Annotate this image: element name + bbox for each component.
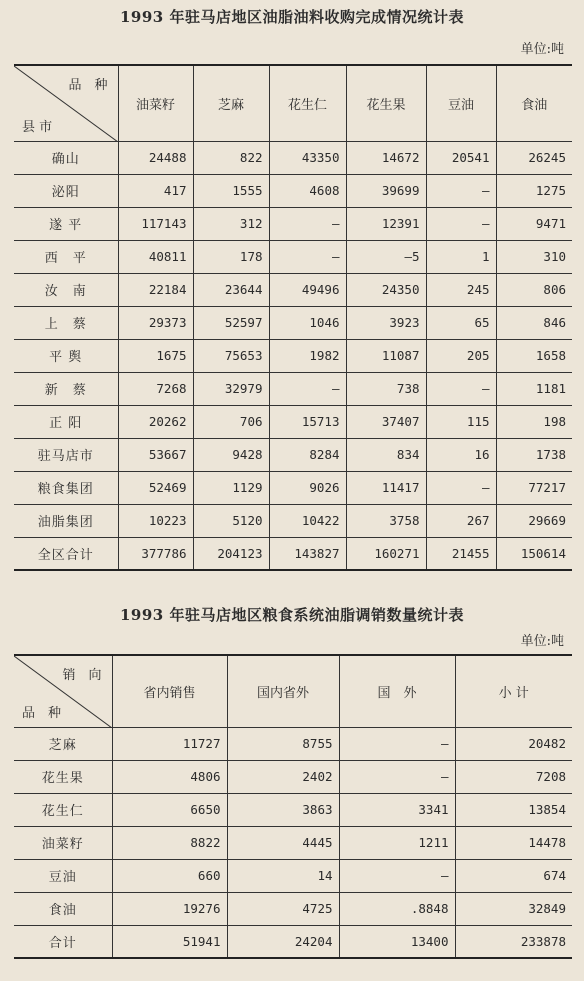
cell-value: 6650	[112, 793, 227, 826]
cell-value: 7208	[455, 760, 572, 793]
cell-value: 3341	[339, 793, 455, 826]
cell-value: 3758	[346, 504, 426, 537]
cell-value: —	[339, 727, 455, 760]
cell-value: 11727	[112, 727, 227, 760]
header-row	[14, 65, 572, 141]
cell-value: 10223	[118, 504, 193, 537]
cell-value: 15713	[269, 405, 346, 438]
cell-value: 29669	[496, 504, 572, 537]
cell-value: 11417	[346, 471, 426, 504]
row-label: 平 舆	[14, 339, 118, 372]
cell-value: 822	[193, 141, 269, 174]
cell-value: 20262	[118, 405, 193, 438]
cell-value: —	[426, 174, 496, 207]
corner-top-label: 销 向	[62, 668, 102, 683]
cell-value: —	[339, 859, 455, 892]
table2	[14, 654, 572, 959]
column-header: 小 计	[455, 655, 572, 727]
table-row	[14, 240, 572, 273]
cell-value: 1129	[193, 471, 269, 504]
table-row	[14, 405, 572, 438]
cell-value: 24488	[118, 141, 193, 174]
column-header: 国内省外	[227, 655, 339, 727]
column-header: 芝麻	[193, 65, 269, 141]
cell-value: 3863	[227, 793, 339, 826]
table-row	[14, 504, 572, 537]
column-header: 国 外	[339, 655, 455, 727]
cell-value: 77217	[496, 471, 572, 504]
cell-value: 52597	[193, 306, 269, 339]
cell-value: 8822	[112, 826, 227, 859]
cell-value: 20482	[455, 727, 572, 760]
cell-value: 9428	[193, 438, 269, 471]
corner-bottom-label: 县 市	[22, 119, 53, 135]
cell-value: 674	[455, 859, 572, 892]
cell-value: 9471	[496, 207, 572, 240]
cell-value: 204123	[193, 537, 269, 570]
cell-value: 806	[496, 273, 572, 306]
table-row	[14, 273, 572, 306]
corner-header	[14, 655, 112, 727]
cell-value: 24350	[346, 273, 426, 306]
row-label: 西 平	[14, 240, 118, 273]
cell-value: 24204	[227, 925, 339, 958]
cell-value: —	[426, 207, 496, 240]
table1-title: 1993 年驻马店地区油脂油料收购完成情况统计表	[120, 8, 464, 26]
row-label: 驻马店市	[14, 438, 118, 471]
table-row	[14, 438, 572, 471]
table-row	[14, 471, 572, 504]
cell-value: 312	[193, 207, 269, 240]
cell-value: 52469	[118, 471, 193, 504]
table-row	[14, 306, 572, 339]
cell-value: 16	[426, 438, 496, 471]
cell-value: 43350	[269, 141, 346, 174]
table2-unit: 单位:吨	[520, 634, 564, 649]
table1-unit: 单位:吨	[520, 42, 564, 57]
cell-value: 267	[426, 504, 496, 537]
cell-value: 160271	[346, 537, 426, 570]
cell-value: 14672	[346, 141, 426, 174]
cell-value: 1181	[496, 372, 572, 405]
cell-value: 51941	[112, 925, 227, 958]
cell-value: 198	[496, 405, 572, 438]
corner-header	[14, 65, 118, 141]
row-label: 油菜籽	[14, 826, 112, 859]
table-row	[14, 925, 572, 958]
column-header: 食油	[496, 65, 572, 141]
table-row	[14, 793, 572, 826]
corner-top-label: 品 种	[68, 78, 108, 93]
cell-value: 178	[193, 240, 269, 273]
cell-value: 13854	[455, 793, 572, 826]
cell-value: 310	[496, 240, 572, 273]
row-label: 泌阳	[14, 174, 118, 207]
table-row	[14, 727, 572, 760]
row-label: 全区合计	[14, 537, 118, 570]
cell-value: 417	[118, 174, 193, 207]
cell-value: 1982	[269, 339, 346, 372]
cell-value: 12391	[346, 207, 426, 240]
cell-value: 9026	[269, 471, 346, 504]
cell-value: 11087	[346, 339, 426, 372]
cell-value: 13400	[339, 925, 455, 958]
cell-value: 21455	[426, 537, 496, 570]
corner-bottom-label: 品 种	[22, 705, 62, 721]
cell-value: 75653	[193, 339, 269, 372]
cell-value: 115	[426, 405, 496, 438]
cell-value: 1555	[193, 174, 269, 207]
cell-value: 1	[426, 240, 496, 273]
table-row	[14, 207, 572, 240]
cell-value: 1211	[339, 826, 455, 859]
table2-title: 1993 年驻马店地区粮食系统油脂调销数量统计表	[120, 606, 464, 624]
cell-value: 660	[112, 859, 227, 892]
cell-value: —	[269, 240, 346, 273]
table-row	[14, 141, 572, 174]
cell-value: —	[339, 760, 455, 793]
cell-value: 40811	[118, 240, 193, 273]
table-row	[14, 760, 572, 793]
row-label: 确山	[14, 141, 118, 174]
cell-value: 53667	[118, 438, 193, 471]
cell-value: 143827	[269, 537, 346, 570]
cell-value: —	[426, 372, 496, 405]
cell-value: 14	[227, 859, 339, 892]
cell-value: .8848	[339, 892, 455, 925]
table-row	[14, 537, 572, 570]
row-label: 上 蔡	[14, 306, 118, 339]
cell-value: 150614	[496, 537, 572, 570]
cell-value: 706	[193, 405, 269, 438]
cell-value: 49496	[269, 273, 346, 306]
cell-value: 233878	[455, 925, 572, 958]
cell-value: 39699	[346, 174, 426, 207]
cell-value: 205	[426, 339, 496, 372]
cell-value: 377786	[118, 537, 193, 570]
cell-value: 1046	[269, 306, 346, 339]
cell-value: 8284	[269, 438, 346, 471]
row-label: 花生果	[14, 760, 112, 793]
cell-value: 26245	[496, 141, 572, 174]
cell-value: 1275	[496, 174, 572, 207]
cell-value: 7268	[118, 372, 193, 405]
cell-value: 3923	[346, 306, 426, 339]
cell-value: 834	[346, 438, 426, 471]
cell-value: 37407	[346, 405, 426, 438]
row-label: 粮食集团	[14, 471, 118, 504]
row-label: 汝 南	[14, 273, 118, 306]
cell-value: 4608	[269, 174, 346, 207]
column-header: 花生仁	[269, 65, 346, 141]
cell-value: 738	[346, 372, 426, 405]
table1	[14, 64, 572, 571]
row-label: 新 蔡	[14, 372, 118, 405]
table-row	[14, 826, 572, 859]
header-row	[14, 655, 572, 727]
cell-value: 20541	[426, 141, 496, 174]
cell-value: 8755	[227, 727, 339, 760]
row-label: 油脂集团	[14, 504, 118, 537]
column-header: 省内销售	[112, 655, 227, 727]
cell-value: —5	[346, 240, 426, 273]
cell-value: 32849	[455, 892, 572, 925]
cell-value: 29373	[118, 306, 193, 339]
cell-value: 2402	[227, 760, 339, 793]
cell-value: 117143	[118, 207, 193, 240]
cell-value: 19276	[112, 892, 227, 925]
cell-value: 1675	[118, 339, 193, 372]
table-row	[14, 859, 572, 892]
row-label: 遂 平	[14, 207, 118, 240]
cell-value: 32979	[193, 372, 269, 405]
cell-value: 1658	[496, 339, 572, 372]
table-row	[14, 892, 572, 925]
cell-value: 23644	[193, 273, 269, 306]
table-row	[14, 339, 572, 372]
row-label: 食油	[14, 892, 112, 925]
cell-value: —	[269, 207, 346, 240]
cell-value: —	[426, 471, 496, 504]
cell-value: 4806	[112, 760, 227, 793]
row-label: 正 阳	[14, 405, 118, 438]
cell-value: 22184	[118, 273, 193, 306]
table-row	[14, 372, 572, 405]
table-row	[14, 174, 572, 207]
cell-value: 245	[426, 273, 496, 306]
cell-value: —	[269, 372, 346, 405]
cell-value: 846	[496, 306, 572, 339]
cell-value: 14478	[455, 826, 572, 859]
cell-value: 65	[426, 306, 496, 339]
cell-value: 4445	[227, 826, 339, 859]
cell-value: 1738	[496, 438, 572, 471]
row-label: 合计	[14, 925, 112, 958]
cell-value: 5120	[193, 504, 269, 537]
row-label: 豆油	[14, 859, 112, 892]
column-header: 花生果	[346, 65, 426, 141]
column-header: 油菜籽	[118, 65, 193, 141]
row-label: 芝麻	[14, 727, 112, 760]
row-label: 花生仁	[14, 793, 112, 826]
cell-value: 10422	[269, 504, 346, 537]
cell-value: 4725	[227, 892, 339, 925]
column-header: 豆油	[426, 65, 496, 141]
